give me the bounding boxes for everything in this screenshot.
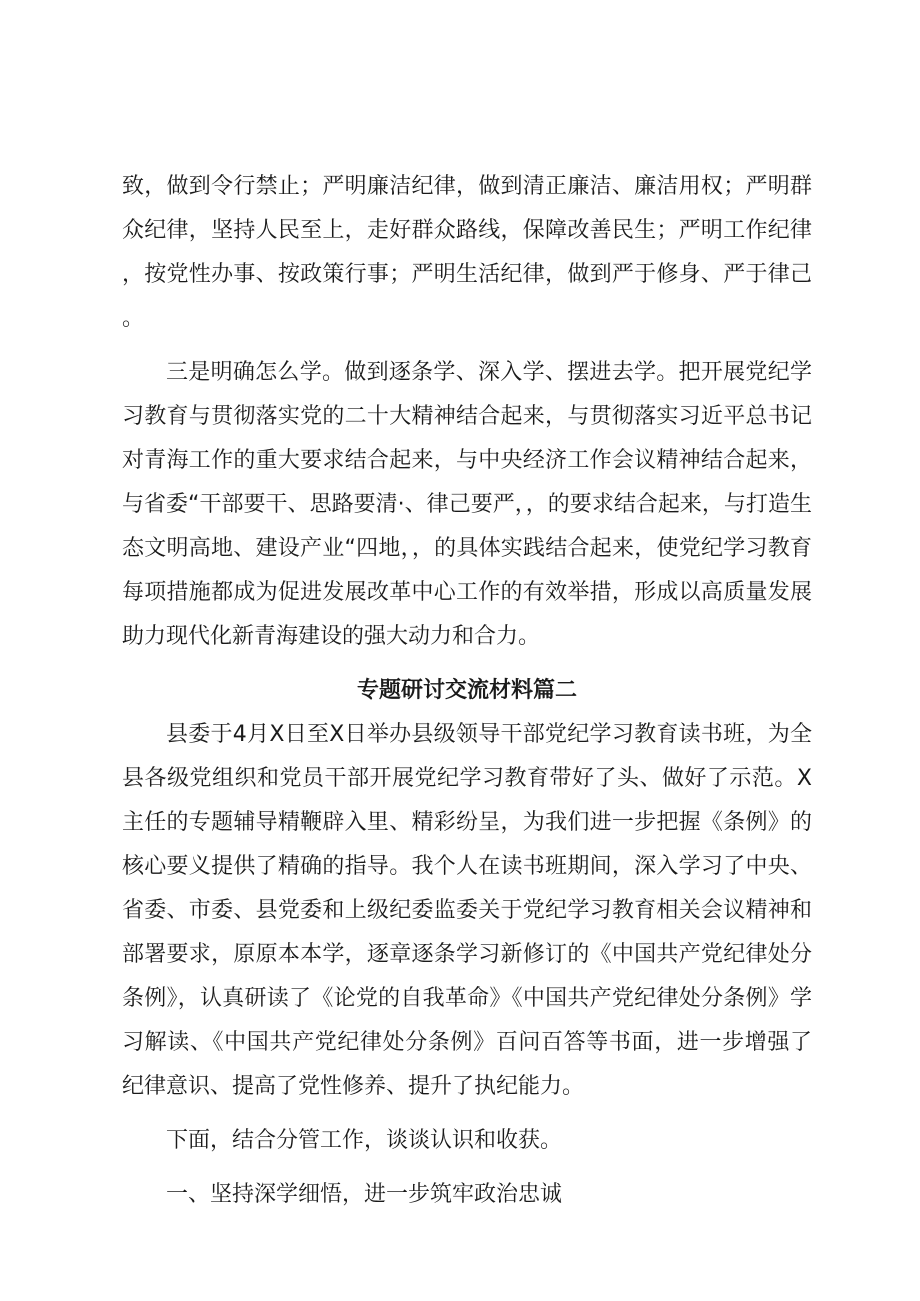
section-heading: 专题研讨交流材料篇二	[356, 678, 577, 703]
paragraph-how-to-study: 三是明确怎么学。做到逐条学、深入学、摆进去学。把开展党纪学习教育与贯彻落实党的二十大精神结合起来，与贯彻落实习近平总书记对青海工作的重大要求结合起来，与中央经济工作会议精神结合起来，与省委“干部要干、思路要清·、律己要严，，的要求结合起来，与打造生态文明高地、建设产业“四地，，的具体实践结合起来，使党纪学习教育每项措施都成为促进发展改革中心工作的有效举措，形成以高质量发展助力现代化新青海建设的强大动力和合力。	[122, 360, 812, 649]
paragraph-intro: 下面，结合分管工作，谈谈认识和收获。	[166, 1128, 563, 1153]
paragraph-reading-class: 县委于4月X日至X日举办县级领导干部党纪学习教育读书班，为全县各级党组织和党员干部开展党纪学习教育带好了头、做好了示范。X主任的专题辅导精鞭辟入里、精彩纷呈，为我们进一步把握《条例》的核心要义提供了精确的指导。我个人在读书班期间，深入学习了中央、省委、市委、县党委和上级纪委监委关于党纪学习教育相关会议精神和部署要求，原原本本学，逐章逐条学习新修订的《中国共产党纪律处分条例》，认真研读了《论党的自我革命》《中国共产党纪律处分条例》学习解读、《中国共产党纪律处分条例》百问百答等书面，进一步增强了纪律意识、提高了党性修养、提升了执纪能力。	[122, 722, 812, 1099]
paragraph-subheading-one: 一、坚持深学细悟，进一步筑牢政治忠诚	[166, 1182, 563, 1207]
document-body	[122, 165, 812, 1217]
paragraph-discipline-list: 致，做到令行禁止；严明廉洁纪律，做到清正廉洁、廉洁用权；严明群众纪律，坚持人民至上，走好群众路线，保障改善民生；严明工作纪律，按党性办事、按政策行事；严明生活纪律，做到严于修身、严于律己。	[122, 174, 812, 331]
